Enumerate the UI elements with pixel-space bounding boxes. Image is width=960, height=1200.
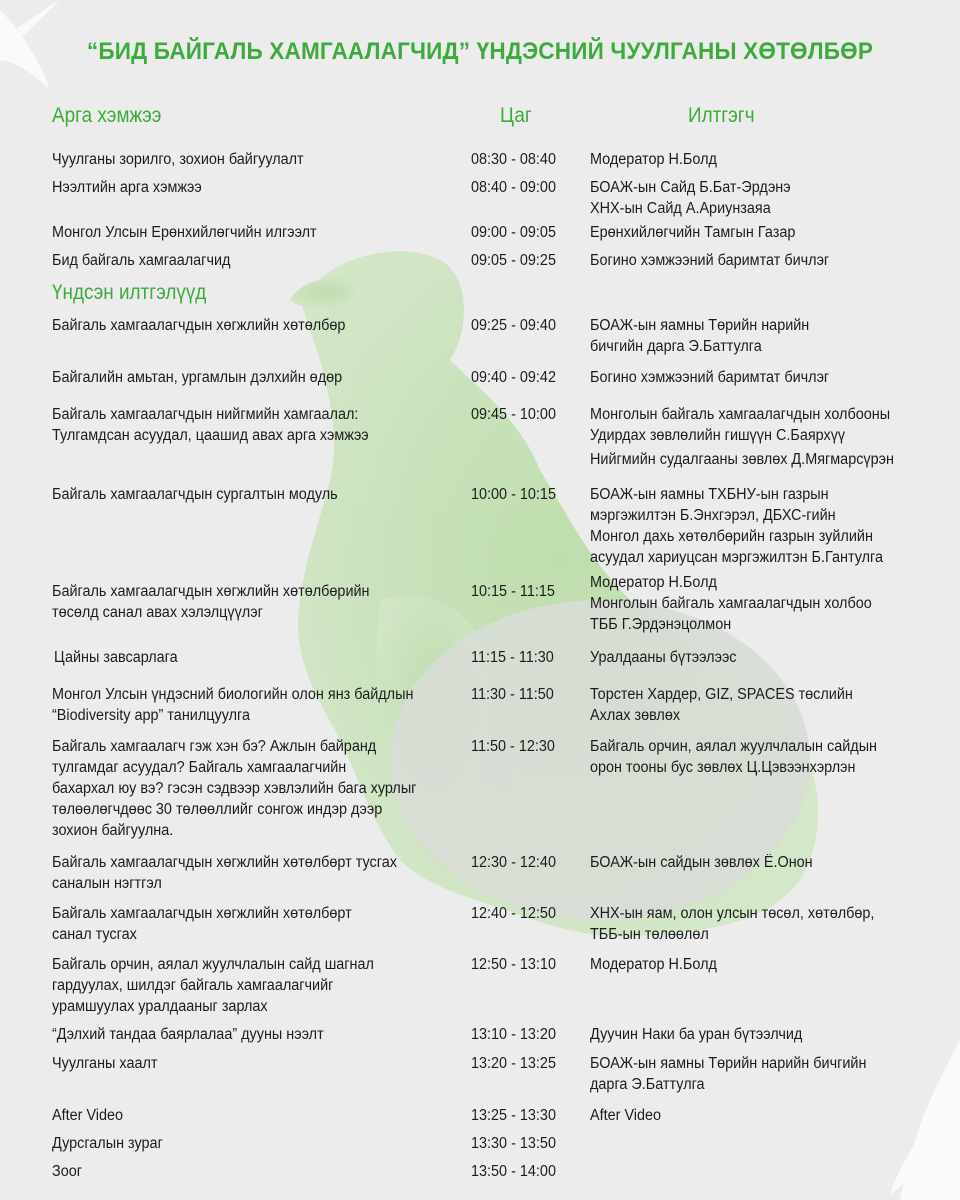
event-cell: Байгаль орчин, аялал жуулчлалын сайд шагнал гардуулах, шилдэг байгаль хамгаалагчийг урамшуулах уралдааныг зарлах — [52, 956, 374, 1015]
speaker-cell: Модератор Н.Болд — [590, 151, 717, 168]
page-title: “БИД БАЙГАЛЬ ХАМГААЛАГЧИД” ҮНДЭСНИЙ ЧУУЛГАНЫ ХӨТӨЛБӨР — [86, 38, 874, 65]
event-cell: Зоог — [52, 1163, 83, 1180]
time-cell: 09:45 - 10:00 — [471, 406, 556, 423]
speaker-cell: БОАЖ-ын яамны ТХБНУ-ын газрын мэргэжилтэн Б.Энхгэрэл, ДБХС-гийн Монгол дахь хөтөлбөрийн газрын зуйлийн асуудал хариуцсан мэргэжилтэн Б.Гантулга — [590, 486, 884, 566]
event-cell: Дурсгалын зураг — [52, 1135, 163, 1152]
time-cell: 13:30 - 13:50 — [471, 1135, 556, 1152]
event-cell: Байгаль хамгаалагч гэж хэн бэ? Ажлын байранд тулгамдаг асуудал? Байгаль хамгаалагчийн бахархал юу вэ? гэсэн сэдвээр хэвлэлийн бага хурлыг төлөөлөгчдөөс 30 төлөөллийг сонгож индэр дээр зохион байгуулна. — [52, 738, 417, 839]
time-cell: 08:40 - 09:00 — [471, 179, 556, 196]
time-cell: 13:50 - 14:00 — [471, 1163, 556, 1180]
speaker-cell: Богино хэмжээний баримтат бичлэг — [590, 369, 830, 386]
time-cell: 13:10 - 13:20 — [471, 1026, 556, 1043]
event-cell: Чуулганы зорилго, зохион байгуулалт — [52, 151, 304, 168]
time-cell: 11:30 - 11:50 — [471, 686, 554, 703]
time-cell: 09:05 - 09:25 — [471, 252, 556, 269]
speaker-cell: Модератор Н.Болд Монголын байгаль хамгаалагчдын холбоо ТББ Г.Эрдэнэцолмон — [590, 574, 872, 633]
event-cell: Чуулганы хаалт — [52, 1055, 158, 1072]
event-cell: Нээлтийн арга хэмжээ — [52, 179, 202, 196]
event-cell: Байгаль хамгаалагчдын сургалтын модуль — [52, 486, 338, 503]
speaker-cell: Модератор Н.Болд — [590, 956, 717, 973]
speaker-cell: БОАЖ-ын яамны Төрийн нарийн бичгийн дарга Э.Баттулга — [590, 1055, 867, 1093]
time-cell: 13:25 - 13:30 — [471, 1107, 556, 1124]
speaker-cell: Богино хэмжээний баримтат бичлэг — [590, 252, 830, 269]
time-cell: 09:40 - 09:42 — [471, 369, 556, 386]
section-heading-main-talks: Үндсэн илтгэлүүд — [52, 281, 207, 304]
time-cell: 13:20 - 13:25 — [471, 1055, 556, 1072]
time-cell: 08:30 - 08:40 — [471, 151, 556, 168]
column-header-speaker: Илтгэгч — [688, 104, 755, 127]
time-cell: 09:00 - 09:05 — [471, 224, 556, 241]
event-cell: Монгол Улсын Ерөнхийлөгчийн илгээлт — [52, 224, 317, 241]
speaker-cell: ХНХ-ын яам, олон улсын төсөл, хөтөлбөр, ТББ-ын төлөөлөл — [590, 905, 875, 943]
time-cell: 12:40 - 12:50 — [471, 905, 556, 922]
time-cell: 12:30 - 12:40 — [471, 854, 556, 871]
event-cell: Байгалийн амьтан, ургамлын дэлхийн өдөр — [52, 369, 343, 386]
event-cell: Байгаль хамгаалагчдын хөгжлийн хөтөлбөрт тусгах саналын нэгтгэл — [52, 854, 397, 892]
event-cell: Байгаль хамгаалагчдын хөгжлийн хөтөлбөрт санал тусгах — [52, 905, 352, 943]
time-cell: 09:25 - 09:40 — [471, 317, 556, 334]
event-cell: Байгаль хамгаалагчдын хөгжлийн хөтөлбөр — [52, 317, 346, 334]
speaker-cell: Уралдааны бүтээлээс — [590, 649, 737, 666]
speaker-cell-secondary: Нийгмийн судалгааны зөвлөх Д.Мягмарсүрэн — [590, 451, 894, 468]
event-cell: Цайны завсарлага — [54, 649, 178, 666]
time-cell: 12:50 - 13:10 — [471, 956, 556, 973]
speaker-cell: Торстен Хардер, GIZ, SPACES төслийн Ахлах зөвлөх — [590, 686, 853, 724]
speaker-cell: БОАЖ-ын сайдын зөвлөх Ё.Онон — [590, 854, 813, 871]
time-cell: 10:15 - 11:15 — [471, 583, 555, 600]
speaker-cell: Монголын байгаль хамгаалагчдын холбооны Удирдах зөвлөлийн гишүүн С.Баярхүү — [590, 406, 891, 444]
event-cell: Байгаль хамгаалагчдын нийгмийн хамгаалал: Тулгамдсан асуудал, цаашид авах арга хэмжээ — [52, 406, 369, 444]
time-cell: 11:15 - 11:30 — [471, 649, 554, 666]
speaker-cell: БОАЖ-ын Сайд Б.Бат-Эрдэнэ ХНХ-ын Сайд А.Ариунзаяа — [590, 179, 791, 217]
speaker-cell: Ерөнхийлөгчийн Тамгын Газар — [590, 224, 796, 241]
speaker-cell: After Video — [590, 1107, 662, 1124]
time-cell: 10:00 - 10:15 — [471, 486, 556, 503]
column-header-event: Арга хэмжээ — [52, 104, 162, 127]
event-cell: “Дэлхий тандаа баярлалаа” дууны нээлт — [52, 1026, 324, 1043]
speaker-cell: Байгаль орчин, аялал жуулчлалын сайдын орон тооны бус зөвлөх Ц.Цэвээнхэрлэн — [590, 738, 878, 776]
speaker-cell: БОАЖ-ын яамны Төрийн нарийн бичгийн дарга Э.Баттулга — [590, 317, 810, 355]
event-cell: Байгаль хамгаалагчдын хөгжлийн хөтөлбөрийн төсөлд санал авах хэлэлцүүлэг — [52, 583, 370, 621]
column-header-time: Цаг — [500, 104, 532, 127]
speaker-cell: Дуучин Наки ба уран бүтээлчид — [590, 1026, 803, 1043]
event-cell: Бид байгаль хамгаалагчид — [52, 252, 231, 269]
time-cell: 11:50 - 12:30 — [471, 738, 555, 755]
event-cell: After Video — [52, 1107, 124, 1124]
event-cell: Монгол Улсын үндэсний биологийн олон янз байдлын “Biodiversity app” танилцуулга — [52, 686, 414, 724]
